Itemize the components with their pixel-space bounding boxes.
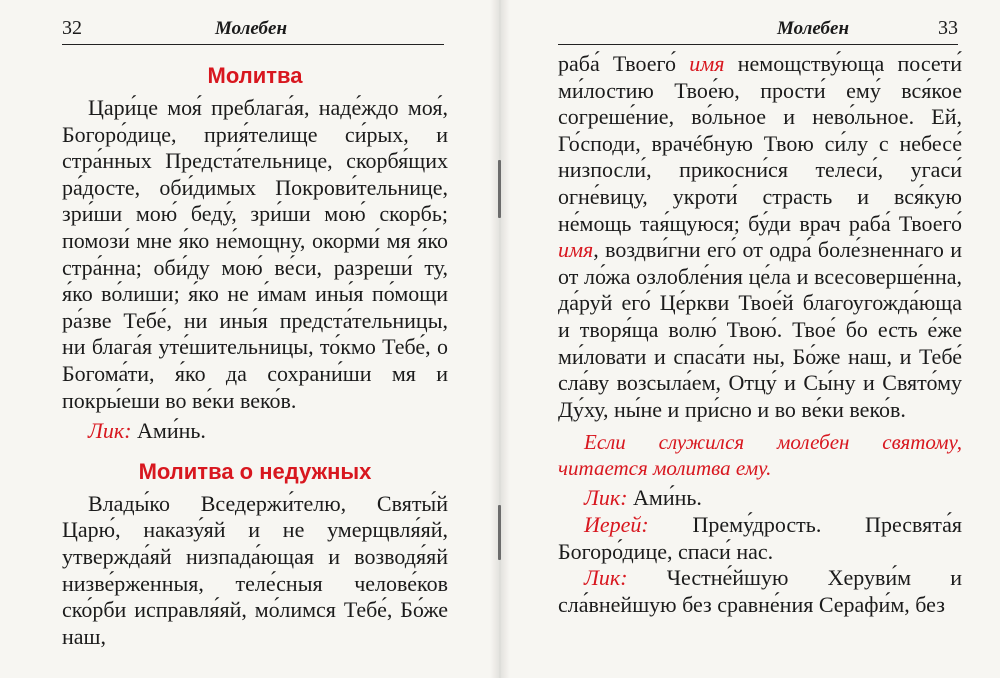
prayer-continuation — [558, 51, 962, 423]
right-page-header — [558, 0, 958, 45]
page-number-right: 33 — [938, 17, 958, 39]
left-page-header — [62, 0, 444, 45]
speaker-label: Лик: — [584, 485, 628, 511]
response-line — [62, 418, 448, 445]
running-head-right: Молебен — [776, 18, 850, 39]
binding-stitch — [498, 160, 501, 218]
text-c: , воздви́гни его́ от одра́ боле́зненнаго и от ло́жа озлобле́ния це́ла и всесоверше́нна, да́руй его́ Це́ркви Твое́й благоугожда́юща и творя́ща волю́ Твою́. Твое́ бо есть е́же ми́ловати и спаса́ти ны, Бо́же наш, и Тебе́ сла́ву возсыла́ем, Отцу́ и Сы́ну и Свято́му Ду́ху, ны́не и при́сно и во ве́ки веко́в. — [558, 237, 962, 422]
dialogue-line-1 — [558, 485, 962, 512]
dialogue-line-3 — [558, 565, 962, 618]
name-placeholder-1: имя — [689, 51, 725, 76]
prayer-title-1: Молитва — [207, 63, 303, 88]
speaker-label: Иерей: — [584, 511, 649, 537]
dialogue-text: Ами́нь. — [633, 485, 702, 511]
right-page — [500, 0, 1000, 678]
rubric-instruction: Если служился молебен святому, читается молитва ему. — [558, 430, 962, 481]
dialogue-text: Честне́йшую Херуви́м и сла́внейшую без сравне́ния Серафи́м, без — [558, 565, 962, 617]
prayer-text-1: Цари́це моя́ преблага́я, наде́ждо моя́, Богоро́дице, прия́телище си́рых, и стра́нных Предста́тельнице, скорбя́щих ра́досте, оби́димых Покрови́тельнице, зри́ши мою́ беду́, зри́ши мою́ скорбь; помози́ мне я́ко не́мощну, окорми́ мя я́ко стра́нна; оби́ду мою́ ве́си, разреши́ ту, я́ко во́лиши; я́ко не и́мам ины́я по́мощи ра́зве Тебе́, ни ины́я предста́тельницы, ни блага́я уте́шительницы, то́кмо Тебе́, о Богома́ти, я́ко да сохрани́ши мя и покры́еши во ве́ки веко́в. — [62, 95, 448, 413]
prayer-title-2: Молитва о недужных — [138, 458, 372, 484]
binding-stitch — [498, 505, 501, 560]
running-head-left: Молебен — [214, 18, 288, 39]
response-label: Лик: — [88, 418, 132, 444]
text-b: немощству́юща посети́ ми́лостию Твое́ю, прости́ ему́ вся́кое согреше́ние, во́льное и нево́льное. Ей, Го́споди, врачéбную Твою си́лу с небесе́ низпосли́, прикосни́ся телеси́, угаси́ огне́вицу, укроти́ страсть и вся́кую не́мощь тая́щуюся; бу́ди врач раба́ Твоего́ — [558, 51, 963, 236]
page-number-left: 32 — [62, 17, 82, 39]
name-placeholder-2: имя — [558, 237, 594, 263]
book-gutter — [490, 0, 510, 678]
prayer-text-2: Влады́ко Вседержи́телю, Святы́й Царю́, наказу́яй и не умерщвля́яй, утвержда́яй низпада́ющая и возводя́яй низве́рженныя, теле́сныя челове́ков ско́рби исправля́яй, мо́лимся Тебе́, Бо́же наш, — [62, 490, 448, 649]
dialogue-text: Прему́дрость. Пресвята́я Богоро́дице, спаси́ нас. — [558, 511, 963, 564]
response-text: Ами́нь. — [137, 418, 206, 444]
speaker-label: Лик: — [584, 565, 628, 591]
text-a: раба́ Твоего́ — [558, 51, 677, 76]
dialogue-line-2 — [558, 512, 962, 565]
